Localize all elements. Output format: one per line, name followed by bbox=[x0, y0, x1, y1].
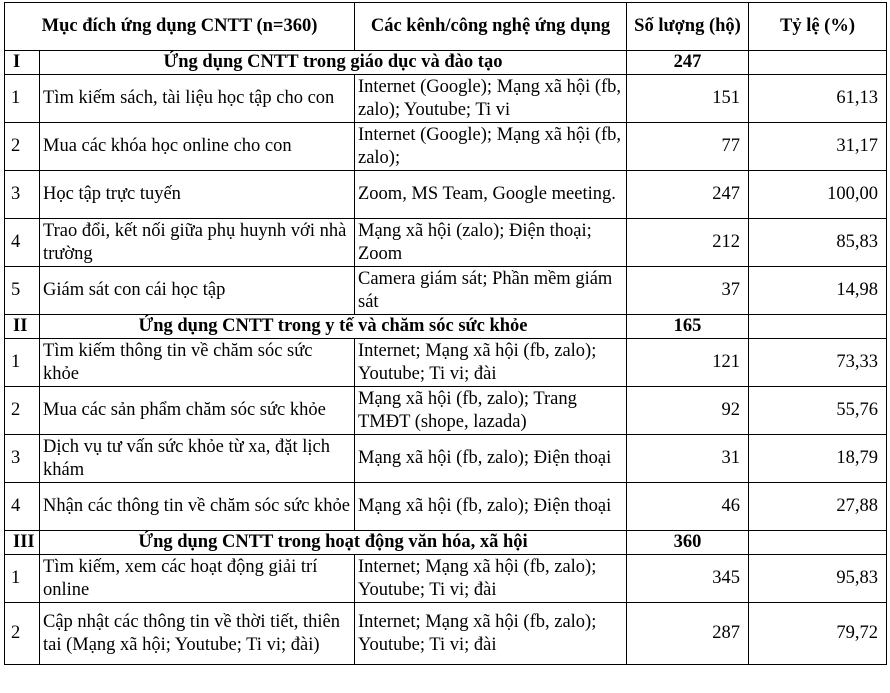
row-number: 4 bbox=[5, 483, 40, 531]
row-channels: Internet; Mạng xã hội (fb, zalo); Youtube; Ti vi; đài bbox=[355, 603, 627, 665]
table-row bbox=[5, 483, 887, 531]
table-row bbox=[5, 555, 887, 603]
row-rate: 85,83 bbox=[749, 219, 887, 267]
section-title: Ứng dụng CNTT trong giáo dục và đào tạo bbox=[40, 51, 627, 75]
section-rate bbox=[749, 51, 887, 75]
row-count: 151 bbox=[627, 75, 749, 123]
table-row bbox=[5, 387, 887, 435]
section-number: II bbox=[5, 315, 40, 339]
row-channels: Mạng xã hội (fb, zalo); Trang TMĐT (shope, lazada) bbox=[355, 387, 627, 435]
row-rate: 55,76 bbox=[749, 387, 887, 435]
row-channels: Camera giám sát; Phần mềm giám sát bbox=[355, 267, 627, 315]
row-number: 2 bbox=[5, 123, 40, 171]
table-body bbox=[5, 51, 887, 665]
row-count: 92 bbox=[627, 387, 749, 435]
table-row bbox=[5, 267, 887, 315]
row-channels: Mạng xã hội (fb, zalo); Điện thoại bbox=[355, 435, 627, 483]
table-row bbox=[5, 435, 887, 483]
row-channels: Internet; Mạng xã hội (fb, zalo); Youtube; Ti vi; đài bbox=[355, 555, 627, 603]
section-title: Ứng dụng CNTT trong y tế và chăm sóc sức khỏe bbox=[40, 315, 627, 339]
section-number: III bbox=[5, 531, 40, 555]
row-purpose: Học tập trực tuyến bbox=[40, 171, 355, 219]
row-purpose: Mua các sản phẩm chăm sóc sức khỏe bbox=[40, 387, 355, 435]
row-count: 287 bbox=[627, 603, 749, 665]
row-purpose: Trao đổi, kết nối giữa phụ huynh với nhà trường bbox=[40, 219, 355, 267]
row-count: 31 bbox=[627, 435, 749, 483]
row-rate: 73,33 bbox=[749, 339, 887, 387]
row-number: 4 bbox=[5, 219, 40, 267]
section-count: 247 bbox=[627, 51, 749, 75]
row-rate: 31,17 bbox=[749, 123, 887, 171]
header-row bbox=[5, 3, 887, 51]
row-purpose: Mua các khóa học online cho con bbox=[40, 123, 355, 171]
row-count: 46 bbox=[627, 483, 749, 531]
row-channels: Internet; Mạng xã hội (fb, zalo); Youtube; Ti vi; đài bbox=[355, 339, 627, 387]
row-number: 1 bbox=[5, 339, 40, 387]
header-rate: Tỷ lệ (%) bbox=[749, 3, 887, 51]
row-rate: 61,13 bbox=[749, 75, 887, 123]
row-purpose: Tìm kiếm sách, tài liệu học tập cho con bbox=[40, 75, 355, 123]
table-row bbox=[5, 219, 887, 267]
row-channels: Mạng xã hội (fb, zalo); Điện thoại bbox=[355, 483, 627, 531]
section-row bbox=[5, 51, 887, 75]
section-row bbox=[5, 531, 887, 555]
row-channels: Internet (Google); Mạng xã hội (fb, zalo); Youtube; Ti vi bbox=[355, 75, 627, 123]
section-count: 165 bbox=[627, 315, 749, 339]
table-row bbox=[5, 75, 887, 123]
row-count: 212 bbox=[627, 219, 749, 267]
row-channels: Zoom, MS Team, Google meeting. bbox=[355, 171, 627, 219]
row-channels: Internet (Google); Mạng xã hội (fb, zalo); bbox=[355, 123, 627, 171]
header-count: Số lượng (hộ) bbox=[627, 3, 749, 51]
row-purpose: Cập nhật các thông tin về thời tiết, thiên tai (Mạng xã hội; Youtube; Ti vi; đài) bbox=[40, 603, 355, 665]
section-number: I bbox=[5, 51, 40, 75]
row-number: 2 bbox=[5, 603, 40, 665]
row-count: 247 bbox=[627, 171, 749, 219]
row-rate: 79,72 bbox=[749, 603, 887, 665]
section-title: Ứng dụng CNTT trong hoạt động văn hóa, xã hội bbox=[40, 531, 627, 555]
section-rate bbox=[749, 531, 887, 555]
section-count: 360 bbox=[627, 531, 749, 555]
row-rate: 27,88 bbox=[749, 483, 887, 531]
header-purpose: Mục đích ứng dụng CNTT (n=360) bbox=[5, 3, 355, 51]
row-number: 1 bbox=[5, 75, 40, 123]
row-count: 345 bbox=[627, 555, 749, 603]
row-rate: 14,98 bbox=[749, 267, 887, 315]
row-purpose: Giám sát con cái học tập bbox=[40, 267, 355, 315]
row-count: 121 bbox=[627, 339, 749, 387]
table-row bbox=[5, 171, 887, 219]
row-count: 37 bbox=[627, 267, 749, 315]
table-row bbox=[5, 603, 887, 665]
row-purpose: Tìm kiếm, xem các hoạt động giải trí online bbox=[40, 555, 355, 603]
row-channels: Mạng xã hội (zalo); Điện thoại; Zoom bbox=[355, 219, 627, 267]
row-purpose: Dịch vụ tư vấn sức khỏe từ xa, đặt lịch khám bbox=[40, 435, 355, 483]
survey-table bbox=[4, 2, 887, 665]
section-rate bbox=[749, 315, 887, 339]
row-number: 3 bbox=[5, 435, 40, 483]
row-rate: 100,00 bbox=[749, 171, 887, 219]
table-row bbox=[5, 339, 887, 387]
row-number: 5 bbox=[5, 267, 40, 315]
header-channels: Các kênh/công nghệ ứng dụng bbox=[355, 3, 627, 51]
row-rate: 95,83 bbox=[749, 555, 887, 603]
row-number: 2 bbox=[5, 387, 40, 435]
row-purpose: Nhận các thông tin về chăm sóc sức khỏe bbox=[40, 483, 355, 531]
row-number: 3 bbox=[5, 171, 40, 219]
row-number: 1 bbox=[5, 555, 40, 603]
row-purpose: Tìm kiếm thông tin về chăm sóc sức khỏe bbox=[40, 339, 355, 387]
row-count: 77 bbox=[627, 123, 749, 171]
section-row bbox=[5, 315, 887, 339]
row-rate: 18,79 bbox=[749, 435, 887, 483]
table-row bbox=[5, 123, 887, 171]
